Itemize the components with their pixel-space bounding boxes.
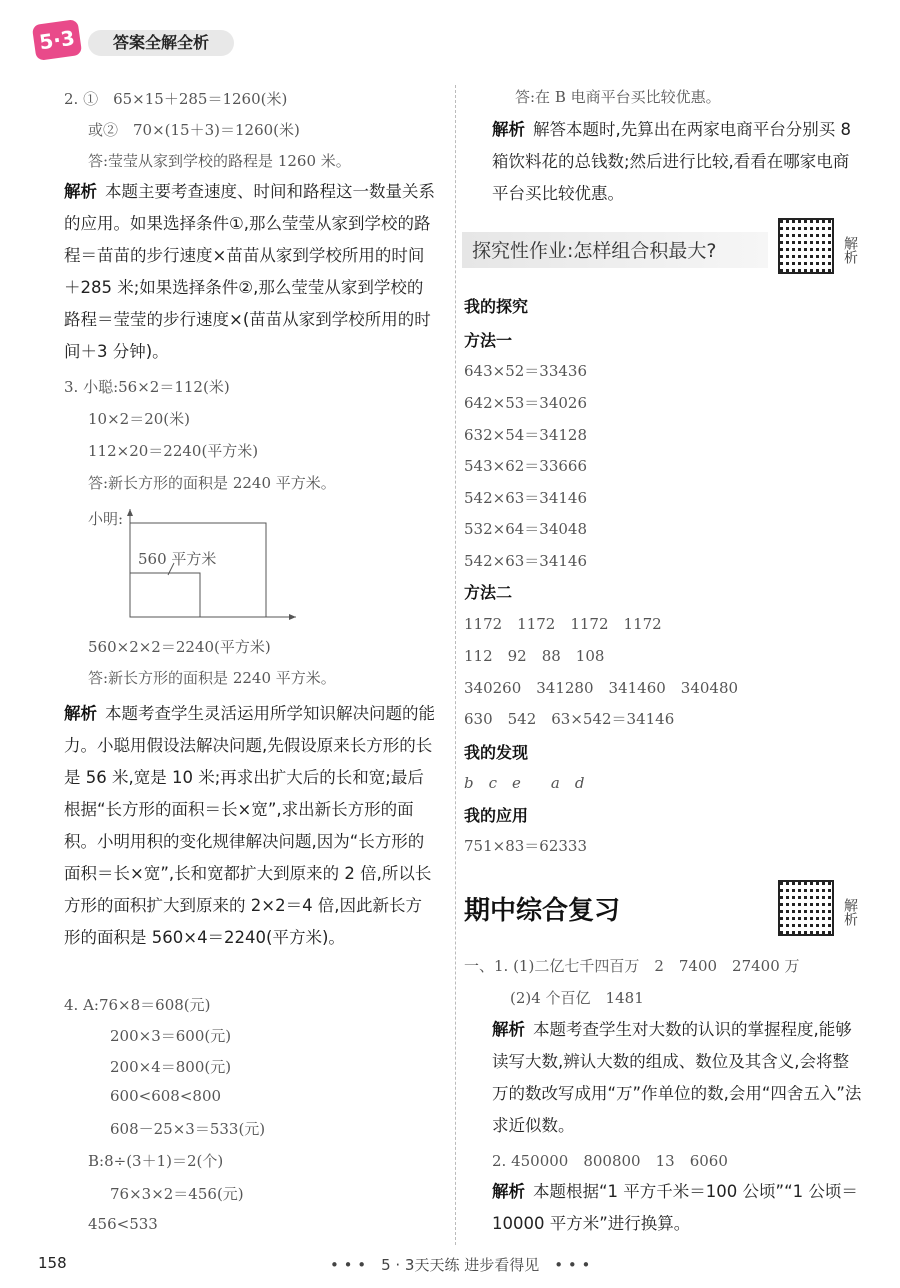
right-top-analysis: 解析 解答本题时,先算出在两家电商平台分别买 8 箱饮料花的总钱数;然后进行比较,看看在哪家电商平台买比较优惠。 bbox=[492, 120, 851, 203]
q2-analysis: 解析 本题主要考查速度、时间和路程这一数量关系的应用。如果选择条件①,那么莹莹从家到学校的路程＝苗苗的步行速度×苗苗从家到学校所用的时间＋285 米;如果选择条件②,那么莹莹从家到学校的路程＝莹莹的步行速度×(苗苗从家到学校所用的时间＋3 分钟)。 bbox=[64, 182, 435, 361]
midterm-title: 期中综合复习 bbox=[464, 896, 621, 926]
method2-line-3: 340260 341280 341460 340480 bbox=[464, 679, 739, 697]
mid-q1-line-2: (2)4 个百亿 1481 bbox=[510, 989, 644, 1007]
method1-line-2: 642×53＝34026 bbox=[464, 394, 588, 412]
method1-line-4: 543×62＝33666 bbox=[464, 457, 588, 475]
method1-line-1: 643×52＝33436 bbox=[464, 362, 588, 380]
q4-line-1: 4. A:76×8＝608(元) bbox=[64, 996, 211, 1014]
logo: 5·3 bbox=[32, 19, 83, 61]
mid-q1-line-1: 一、1. (1)二亿七千四百万 2 7400 27400 万 bbox=[464, 957, 800, 975]
q2-line-1: 2. ① 65×15＋285＝1260(米) bbox=[64, 90, 288, 108]
qr-tag-2: 解析 bbox=[842, 898, 858, 926]
q4-line-5: 608－25×3＝533(元) bbox=[110, 1120, 266, 1138]
q4-line-4: 600<608<800 bbox=[110, 1087, 222, 1105]
right-answer-top: 答:在 B 电商平台买比较优惠。 bbox=[515, 88, 721, 106]
diagram-label: 小明: bbox=[88, 510, 124, 528]
mid-q1-analysis: 解析 本题考查学生对大数的认识的掌握程度,能够读写大数,辨认大数的组成、数位及其含义,会将整万的数改写成用“万”作单位的数,会用“四舍五入”法求近似数。 bbox=[492, 1020, 862, 1135]
analysis-label: 解析 bbox=[492, 1182, 525, 1201]
page-number: 158 bbox=[38, 1254, 67, 1272]
method2-line-1: 1172 1172 1172 1172 bbox=[464, 615, 662, 633]
analysis-label: 解析 bbox=[64, 182, 97, 201]
discovery-line: b c e a d bbox=[464, 774, 585, 792]
method2-line-4: 630 542 63×542＝34146 bbox=[464, 710, 675, 728]
q4-line-3: 200×4＝800(元) bbox=[110, 1058, 232, 1076]
analysis-label: 解析 bbox=[64, 704, 97, 723]
my-discovery-heading: 我的发现 bbox=[464, 743, 529, 762]
q3b-line-1: 560×2×2＝2240(平方米) bbox=[88, 638, 271, 656]
explore-title: 探究性作业:怎样组合积最大? bbox=[472, 240, 717, 262]
q4-line-6: B:8÷(3＋1)＝2(个) bbox=[88, 1152, 224, 1170]
my-application-heading: 我的应用 bbox=[464, 806, 529, 825]
mid-q2-analysis: 解析 本题根据“1 平方千米＝100 公顷”“1 公顷＝10000 平方米”进行换算。 bbox=[492, 1182, 858, 1233]
q2-line-2: 或② 70×(15＋3)＝1260(米) bbox=[88, 121, 300, 139]
footer-slogan: • • • 5 · 3天天练 进步看得见 • • • bbox=[330, 1256, 591, 1274]
q3b-line-2: 答:新长方形的面积是 2240 平方米。 bbox=[88, 669, 336, 687]
q3-line-4: 答:新长方形的面积是 2240 平方米。 bbox=[88, 474, 336, 492]
method1-line-3: 632×54＝34128 bbox=[464, 426, 588, 444]
diagram-area-label: 560 平方米 bbox=[138, 550, 217, 568]
qr-code-icon[interactable] bbox=[778, 218, 834, 274]
method2-heading: 方法二 bbox=[464, 583, 513, 602]
mid-q2-line: 2. 450000 800800 13 6060 bbox=[492, 1152, 728, 1170]
method1-line-6: 532×64＝34048 bbox=[464, 520, 588, 538]
q4-line-8: 456<533 bbox=[88, 1215, 158, 1233]
q4-line-2: 200×3＝600(元) bbox=[110, 1027, 232, 1045]
qr-code-icon-2[interactable] bbox=[778, 880, 834, 936]
q3-line-3: 112×20＝2240(平方米) bbox=[88, 442, 259, 460]
q3-line-1: 3. 小聪:56×2＝112(米) bbox=[64, 378, 230, 396]
method1-heading: 方法一 bbox=[464, 331, 513, 350]
method1-line-5: 542×63＝34146 bbox=[464, 489, 588, 507]
header-title: 答案全解全析 bbox=[88, 30, 234, 56]
application-line: 751×83＝62333 bbox=[464, 837, 588, 855]
method1-line-7: 542×63＝34146 bbox=[464, 552, 588, 570]
analysis-label: 解析 bbox=[492, 120, 525, 139]
analysis-label: 解析 bbox=[492, 1020, 525, 1039]
q3-analysis: 解析 本题考查学生灵活运用所学知识解决问题的能力。小聪用假设法解决问题,先假设原来长方形的长是 56 米,宽是 10 米;再求出扩大后的长和宽;最后根据“长方形的面积＝长×宽”,求出新长方形的面积。小明用积的变化规律解决问题,因为“长方形的面积＝长×宽”,长和宽都扩大到原来的 2 倍,所以长方形的面积扩大到原来的 2×2＝4 倍,因此新长方形的面积是 560×4＝2240(平方米)。 bbox=[64, 704, 435, 947]
q2-line-3: 答:莹莹从家到学校的路程是 1260 米。 bbox=[88, 152, 351, 170]
my-explore-heading: 我的探究 bbox=[464, 297, 529, 316]
qr-tag-1: 解析 bbox=[842, 236, 858, 264]
q3-line-2: 10×2＝20(米) bbox=[88, 410, 190, 428]
method2-line-2: 112 92 88 108 bbox=[464, 647, 605, 665]
q4-line-7: 76×3×2＝456(元) bbox=[110, 1185, 244, 1203]
column-divider bbox=[455, 85, 456, 1245]
